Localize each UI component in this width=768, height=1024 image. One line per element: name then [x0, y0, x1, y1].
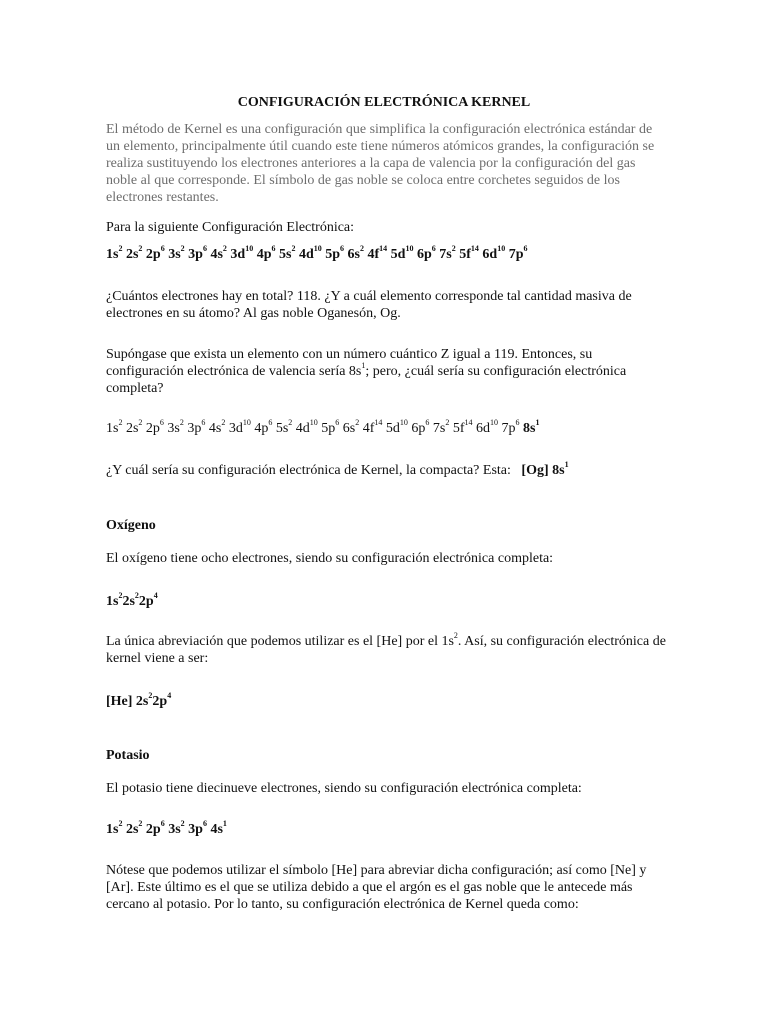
- orbital-term: [152, 691, 172, 709]
- orbital-exponent: 4: [153, 591, 158, 601]
- orbital-exponent: 2: [179, 418, 184, 428]
- orbital-term: [501, 418, 520, 436]
- orbital-term: [210, 244, 227, 262]
- orbital-term: [167, 418, 184, 436]
- orbital-base: 6s: [347, 247, 360, 262]
- oxygen-abbr-text-b: . Así, su configuración electrónica de kernel viene a ser:: [106, 634, 666, 666]
- orbital-base: 2p: [145, 822, 161, 837]
- orbital-term: [106, 591, 123, 609]
- orbital-base: 4d: [295, 421, 310, 436]
- orbital-base: 6p: [411, 421, 426, 436]
- orbital-term: [210, 819, 227, 837]
- orbital-base: [He] 2s: [106, 694, 149, 709]
- orbital-term: [482, 244, 506, 262]
- orbital-term: [125, 418, 143, 436]
- orbital-base: 4p: [256, 247, 272, 262]
- orbital-base: 4s: [210, 247, 223, 262]
- orbital-exponent: 6: [523, 244, 528, 254]
- orbital-term: [279, 244, 296, 262]
- orbital-exponent: 14: [374, 418, 383, 428]
- orbital-exponent: 1: [222, 819, 227, 829]
- oxygen-heading: Oxígeno: [106, 518, 156, 533]
- orbital-term: [432, 418, 450, 436]
- orbital-term: [208, 418, 226, 436]
- orbital-base: 3s: [167, 421, 180, 436]
- page-title: CONFIGURACIÓN ELECTRÓNICA KERNEL: [237, 95, 531, 110]
- orbital-exponent: 2: [291, 244, 296, 254]
- orbital-exponent: 2: [360, 244, 364, 254]
- orbital-base: 6d: [476, 421, 491, 436]
- orbital-base: 5p: [325, 247, 341, 262]
- orbital-base: 5s: [279, 247, 292, 262]
- orbital-exponent: 10: [405, 244, 414, 254]
- orbital-exponent: 6: [268, 418, 273, 428]
- orbital-exponent: 2: [118, 819, 123, 829]
- orbital-term: [367, 244, 388, 262]
- orbital-term: [145, 418, 164, 436]
- orbital-exponent: 2: [148, 691, 153, 701]
- orbital-exponent: 2: [118, 244, 123, 254]
- orbital-exponent: 10: [313, 244, 322, 254]
- orbital-exponent: 2: [118, 418, 123, 428]
- orbital-exponent: 6: [515, 418, 520, 428]
- config-119: [106, 420, 666, 437]
- orbital-exponent: 2: [180, 244, 185, 254]
- orbital-exponent: 2: [355, 418, 360, 428]
- potassium-note: Nótese que podemos utilizar el símbolo [He] para abreviar dicha configuración; así como [Ne] y [Ar]. Este último es el que se utiliza debido a que el argón es el gas noble que le antecede más cercano al potasio. Por lo tanto, su configuración electrónica de Kernel queda como:: [106, 863, 647, 912]
- orbital-term: [188, 244, 207, 262]
- suppose-sup: 1: [361, 361, 366, 371]
- orbital-base: 6p: [416, 247, 432, 262]
- orbital-base: 3d: [230, 247, 246, 262]
- orbital-base: 4f: [362, 421, 375, 436]
- orbital-term: [122, 591, 139, 609]
- orbital-base: 4s: [210, 822, 223, 837]
- orbital-base: 5d: [385, 421, 400, 436]
- orbital-exponent: 14: [379, 244, 388, 254]
- suppose-text-a: Supóngase que exista un elemento con un número cuántico Z igual a 119. Entonces, su configuración electrónica de valencia sería 8s: [106, 347, 593, 379]
- orbital-exponent: 2: [221, 418, 226, 428]
- kernel-question: [106, 462, 666, 479]
- kernel-answer-sup: 1: [564, 460, 569, 470]
- orbital-exponent: 10: [490, 418, 499, 428]
- suppose-text-b: ; pero, ¿cuál sería su configuración electrónica completa?: [106, 364, 627, 396]
- orbital-base: 2s: [125, 421, 139, 436]
- orbital-exponent: 10: [245, 244, 254, 254]
- orbital-term: [385, 418, 408, 436]
- orbital-exponent: 14: [464, 418, 473, 428]
- orbital-base: 5s: [275, 421, 289, 436]
- suppose-paragraph: [106, 346, 666, 397]
- orbital-term: [275, 418, 293, 436]
- oxygen-description: El oxígeno tiene ocho electrones, siendo su configuración electrónica completa:: [106, 551, 554, 566]
- orbital-term: [187, 418, 206, 436]
- orbital-exponent: 10: [497, 244, 506, 254]
- orbital-base: 2s: [125, 822, 139, 837]
- orbital-base: 1s: [106, 594, 119, 609]
- orbital-term: [106, 819, 123, 837]
- orbital-exponent: 2: [134, 591, 139, 601]
- orbital-base: 7s: [439, 247, 452, 262]
- orbital-exponent: 1: [535, 418, 540, 428]
- oxygen-kernel-config: [106, 693, 666, 710]
- kernel-question-text: ¿Y cuál sería su configuración electrónica de Kernel, la compacta? Esta:: [106, 463, 511, 478]
- orbital-exponent: 10: [242, 418, 251, 428]
- orbital-term: [452, 418, 473, 436]
- orbital-base: 4f: [367, 247, 380, 262]
- orbital-exponent: 6: [335, 418, 340, 428]
- orbital-base: 7p: [508, 247, 524, 262]
- orbital-exponent: 6: [202, 819, 207, 829]
- orbital-base: 6d: [482, 247, 498, 262]
- orbital-term: [476, 418, 499, 436]
- orbital-base: 2s: [125, 247, 139, 262]
- oxygen-abbr-text-a: La única abreviación que podemos utilizar es el [He] por el 1s: [106, 634, 454, 649]
- orbital-term: [362, 418, 383, 436]
- orbital-term: [168, 244, 185, 262]
- orbital-term: [106, 691, 153, 709]
- orbital-term: [228, 418, 251, 436]
- orbital-term: [230, 244, 254, 262]
- orbital-base: 3d: [228, 421, 243, 436]
- orbital-exponent: 10: [399, 418, 408, 428]
- oxygen-config: [106, 593, 666, 610]
- orbital-base: 4s: [208, 421, 222, 436]
- orbital-term: [298, 244, 322, 262]
- orbital-base: 8s: [523, 421, 536, 436]
- oxygen-abbreviation: [106, 633, 666, 667]
- orbital-term: [523, 418, 540, 436]
- orbital-base: 5p: [321, 421, 336, 436]
- config-118: [106, 246, 666, 263]
- orbital-exponent: 6: [202, 244, 207, 254]
- orbital-exponent: 6: [271, 244, 276, 254]
- orbital-term: [138, 591, 158, 609]
- orbital-exponent: 2: [222, 244, 227, 254]
- orbital-exponent: 6: [431, 244, 436, 254]
- orbital-term: [439, 244, 456, 262]
- orbital-term: [390, 244, 414, 262]
- orbital-base: 7p: [501, 421, 516, 436]
- orbital-base: 4p: [254, 421, 269, 436]
- orbital-exponent: 2: [138, 244, 143, 254]
- orbital-base: 2p: [145, 421, 160, 436]
- potassium-heading: Potasio: [106, 748, 150, 763]
- orbital-base: 1s: [106, 421, 119, 436]
- orbital-term: [459, 244, 479, 262]
- question-total-electrons: ¿Cuántos electrones hay en total? 118. ¿Y a cuál elemento corresponde tal cantidad masiva de electrones en su átomo? Al gas noble Oganesón, Og.: [106, 289, 632, 321]
- orbital-term: [145, 244, 165, 262]
- orbital-base: 2s: [122, 594, 135, 609]
- orbital-term: [416, 244, 436, 262]
- potassium-description: El potasio tiene diecinueve electrones, siendo su configuración electrónica completa:: [106, 781, 582, 796]
- orbital-base: 6s: [342, 421, 356, 436]
- orbital-term: [125, 819, 143, 837]
- orbital-exponent: 2: [445, 418, 450, 428]
- potassium-config: [106, 821, 666, 838]
- orbital-base: 5f: [459, 247, 471, 262]
- orbital-exponent: 2: [138, 418, 143, 428]
- kernel-answer-base: [Og] 8s: [521, 463, 565, 478]
- orbital-term: [325, 244, 345, 262]
- oxygen-abbr-sup: 2: [453, 631, 458, 641]
- orbital-exponent: 6: [160, 819, 165, 829]
- orbital-base: 2p: [152, 694, 168, 709]
- orbital-term: [411, 418, 430, 436]
- orbital-base: 1s: [106, 247, 119, 262]
- orbital-base: 3s: [168, 822, 181, 837]
- orbital-term: [342, 418, 360, 436]
- orbital-term: [508, 244, 528, 262]
- orbital-exponent: 6: [160, 244, 165, 254]
- orbital-term: [254, 418, 273, 436]
- orbital-base: 3p: [187, 421, 202, 436]
- orbital-exponent: 2: [138, 819, 143, 829]
- orbital-base: 7s: [432, 421, 446, 436]
- orbital-exponent: 2: [451, 244, 456, 254]
- orbital-term: [295, 418, 318, 436]
- orbital-exponent: 4: [167, 691, 172, 701]
- orbital-term: [106, 418, 123, 436]
- orbital-exponent: 2: [288, 418, 293, 428]
- orbital-base: 3p: [188, 822, 203, 837]
- orbital-term: [125, 244, 143, 262]
- orbital-exponent: 6: [340, 244, 345, 254]
- kernel-answer: [521, 460, 569, 478]
- orbital-base: 1s: [106, 822, 119, 837]
- orbital-base: 4d: [298, 247, 314, 262]
- orbital-exponent: 14: [470, 244, 479, 254]
- orbital-base: 2p: [138, 594, 154, 609]
- orbital-base: 2p: [145, 247, 161, 262]
- orbital-exponent: 2: [118, 591, 123, 601]
- config-label: Para la siguiente Configuración Electrónica:: [106, 220, 355, 235]
- orbital-exponent: 6: [425, 418, 430, 428]
- intro-paragraph: El método de Kernel es una configuración que simplifica la configuración electrónica estándar de un elemento, principalmente útil cuando este tiene números atómicos grandes, la configuración se realiza sustituyendo los electrones anteriores a la capa de valencia por la configuración del gas noble al que corresponde. El símbolo de gas noble se coloca entre corchetes seguidos de los electrones restantes.: [106, 122, 655, 205]
- orbital-exponent: 6: [201, 418, 206, 428]
- orbital-exponent: 6: [159, 418, 164, 428]
- orbital-term: [188, 819, 207, 837]
- orbital-exponent: 2: [180, 819, 185, 829]
- orbital-term: [321, 418, 340, 436]
- orbital-base: 5f: [452, 421, 465, 436]
- orbital-term: [347, 244, 364, 262]
- orbital-term: [106, 244, 123, 262]
- orbital-base: 3p: [188, 247, 203, 262]
- orbital-base: 5d: [390, 247, 406, 262]
- orbital-term: [256, 244, 276, 262]
- orbital-term: [168, 819, 185, 837]
- orbital-base: 3s: [168, 247, 181, 262]
- orbital-exponent: 10: [309, 418, 318, 428]
- orbital-term: [145, 819, 165, 837]
